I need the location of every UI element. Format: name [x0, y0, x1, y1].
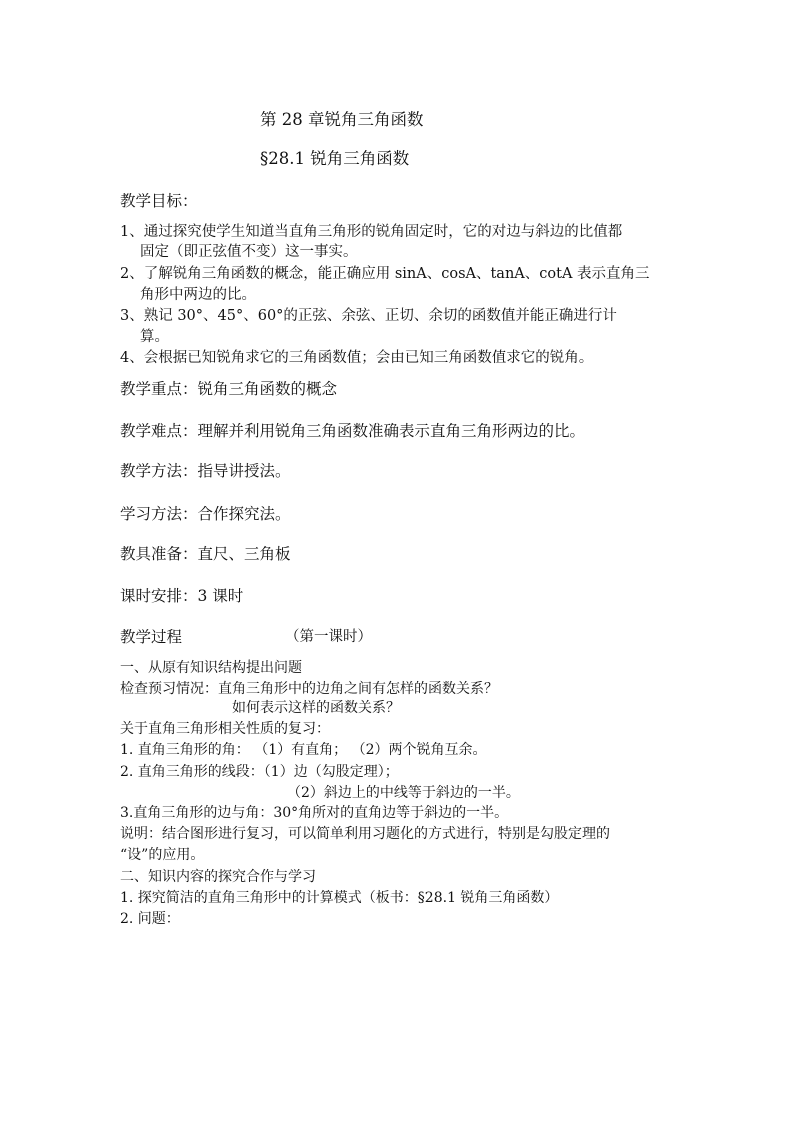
process-line: 如何表示这样的函数关系？ [232, 700, 400, 716]
process-line: 2. 问题： [120, 911, 180, 927]
difficulty: 教学难点：理解并利用锐角三角函数准确表示直角三角形两边的比。 [120, 422, 586, 440]
process-period: （第一课时） [285, 629, 372, 645]
objective-line: 3、熟记 30°、45°、60°的正弦、余弦、正切、余切的函数值并能正确进行计 [120, 308, 617, 324]
process-line: 1. 直角三角形的角： （1）有直角； （2）两个锐角互余。 [120, 742, 487, 758]
objective-line: 2、了解锐角三角函数的概念，能正确应用 sinA、cosA、tanA、cotA 表示直角三 [120, 266, 650, 282]
process-heading: 教学过程 [120, 628, 183, 646]
teaching-method: 教学方法：指导讲授法。 [120, 462, 291, 480]
process-line: （2）斜边上的中线等于斜边的一半。 [287, 785, 520, 801]
learning-method: 学习方法：合作探究法。 [120, 505, 291, 523]
objective-line: 1、通过探究使学生知道当直角三角形的锐角固定时，它的对边与斜边的比值都 [120, 224, 623, 240]
objective-line: 4、会根据已知锐角求它的三角函数值；会由已知三角函数值求它的锐角。 [120, 350, 594, 366]
process-line: 二、知识内容的探究合作与学习 [120, 869, 316, 885]
objectives-heading: 教学目标： [120, 192, 198, 210]
process-line: 1. 探究简洁的直角三角形中的计算模式（板书：§28.1 锐角三角函数） [120, 890, 559, 906]
objective-line: 角形中两边的比。 [140, 287, 256, 303]
process-line: 说明：结合图形进行复习，可以简单利用习题化的方式进行，特别是勾股定理的 [120, 826, 610, 842]
objective-line: 算。 [140, 329, 169, 345]
section-title: §28.1 锐角三角函数 [260, 149, 410, 168]
process-line: 一、从原有知识结构提出问题 [120, 660, 302, 676]
process-line: 2. 直角三角形的线段：（1）边（勾股定理）； [120, 764, 399, 780]
tools: 教具准备：直尺、三角板 [120, 545, 291, 563]
process-line: 3.直角三角形的边与角：30°角所对的直角边等于斜边的一半。 [120, 805, 509, 821]
chapter-title: 第 28 章锐角三角函数 [260, 110, 424, 129]
objective-line: 固定（即正弦值不变）这一事实。 [140, 244, 358, 260]
process-line: 关于直角三角形相关性质的复习： [120, 721, 330, 737]
key-point: 教学重点：锐角三角函数的概念 [120, 380, 338, 398]
process-line: 检查预习情况：直角三角形中的边角之间有怎样的函数关系？ [120, 681, 498, 697]
schedule: 课时安排：3 课时 [120, 587, 244, 605]
process-line: “设”的应用。 [120, 847, 205, 863]
